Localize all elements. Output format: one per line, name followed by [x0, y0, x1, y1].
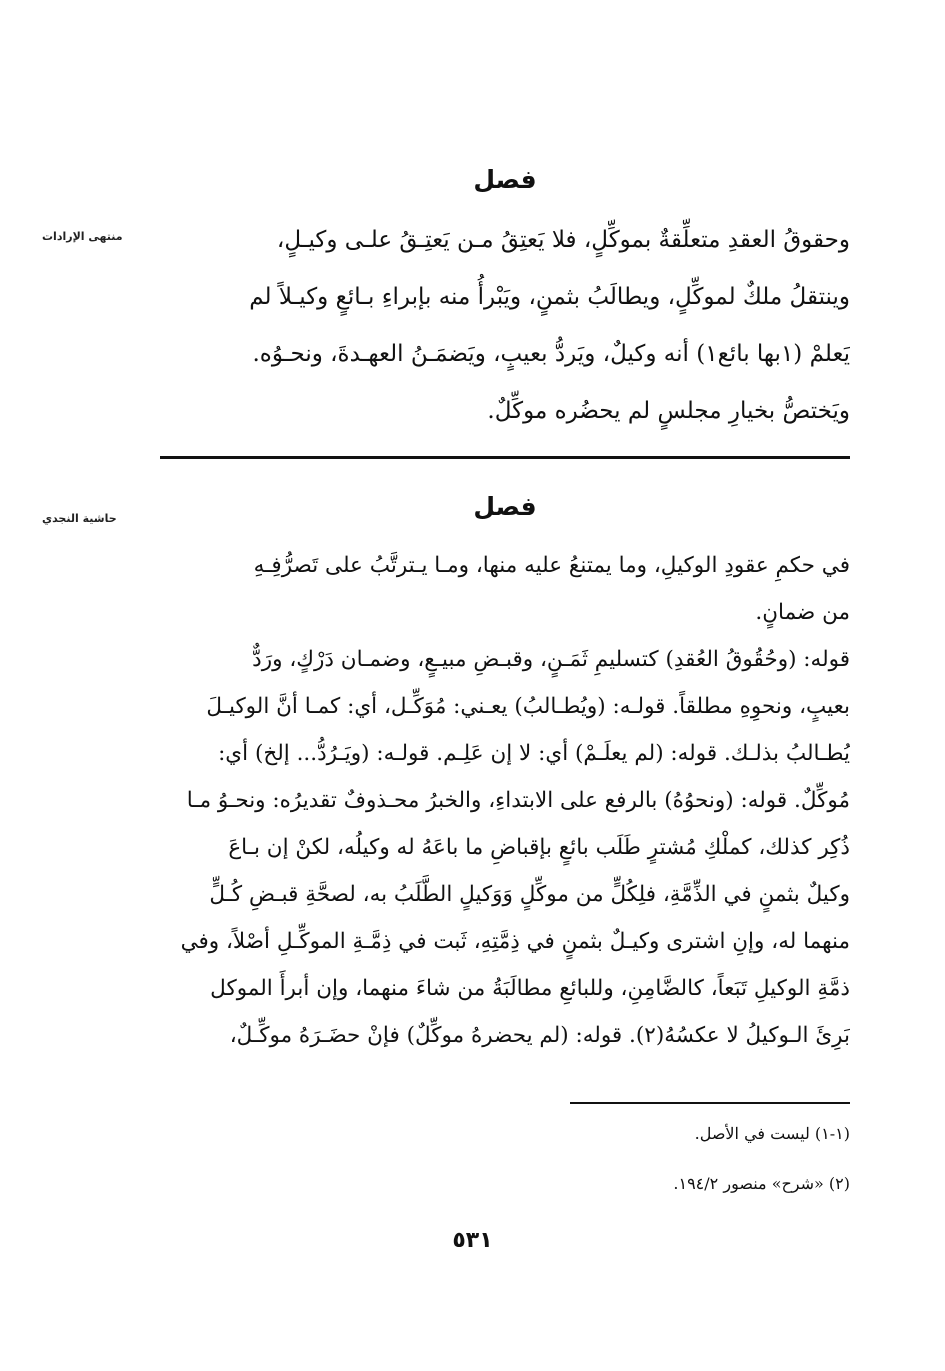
- section-heading-top: فصل: [473, 165, 537, 194]
- hashiya-line: ذُكِر كذلك، كملْكِ مُشترٍ طَلَب بائعٍ بإقباضِ ما باعَهُ له وكيلُه، لكنْ إن بـاعَ: [228, 835, 850, 860]
- section-heading-bottom: فصل: [473, 492, 537, 521]
- section-divider: [160, 456, 850, 459]
- side-label-top: منتهى الإرادات: [42, 230, 123, 243]
- footnote-1: (١-١) ليست في الأصل.: [694, 1124, 850, 1143]
- hashiya-line: مُوكِّلٌ. قوله: (ونحوُهُ) بالرفع على الابتداءِ، والخبرُ محـذوفٌ تقديرُه: ونحـوُ مـا: [186, 788, 850, 813]
- hashiya-line: بَرِئَ الـوكيلُ لا عكسُهُ(٢). قوله: (لم يحضرهُ موكِّلٌ) فإنْ حضَـرَهُ موكِّـلٌ،: [229, 1023, 850, 1048]
- matn-text-block: [160, 212, 850, 440]
- matn-line: يَعلمْ (١بها بائع١) أنه وكيلٌ، ويَردُّ بعيبٍ، ويَضمَـنُ العهـدةَ، ونحـوُه.: [252, 341, 850, 367]
- matn-line: وحقوقُ العقدِ متعلِّقةٌ بموكِّلٍ، فلا يَعتِقُ مـن يَعتِـقُ علـى وكيـلٍ،: [276, 227, 850, 253]
- side-label-bottom: حاشية النجدي: [42, 512, 117, 525]
- hashiya-line: وكيلٌ بثمنٍ في الذِّمَّةِ، فلِكُلٍّ من موكِّلٍ وَوَكيلٍ الطَّلَبُ به، لصحَّةِ قبـضِ كُـلٍّ: [209, 882, 850, 907]
- hashiya-line: من ضمانٍ.: [755, 600, 850, 625]
- hashiya-text-block: [160, 542, 850, 1059]
- footnote-divider: [570, 1102, 850, 1104]
- page-number: ٥٣١: [452, 1228, 493, 1253]
- hashiya-line: قوله: (وحُقُوقُ العُقدِ) كتسليمِ ثَمَـنٍ، وقبـضِ مبيـعٍ، وضمـان دَرْكٍ، ورَدٌّ: [252, 647, 850, 672]
- hashiya-line: يُطـالبُ بذلـك. قوله: (لم يعلَـمْ) أي: لا إن عَلِـم. قولـه: (ويَـرُدُّ... إلخ) أي:: [218, 741, 850, 766]
- hashiya-line: في حكمِ عقودِ الوكيلِ، وما يمتنعُ عليه منها، ومـا يـترتَّبُ على تَصرُّفِـهِ: [253, 553, 850, 578]
- hashiya-line: ذمَّةِ الوكيلِ تَبَعاً، كالضَّامِنِ، وللبائعِ مطالَبَةُ من شاءَ منهما، وإن أبرأَ الموكل: [210, 976, 850, 1001]
- footnote-2: (٢) «شرح» منصور ١٩٤/٢.: [673, 1174, 850, 1193]
- matn-line: وينتقلُ ملكٌ لموكِّلٍ، ويطالَبُ بثمنٍ، ويَبْرأُ منه بإبراءِ بـائعٍ وكيـلاً لم: [249, 284, 850, 310]
- hashiya-line: منهما له، وإنِ اشترى وكيـلٌ بثمنٍ في ذِمَّتِهِ، ثَبت في ذِمَّـةِ الموكِّـلِ أصْلاً، وفي: [180, 929, 850, 954]
- matn-line: ويَختصُّ بخيارِ مجلسٍ لم يحضُره موكِّلٌ.: [487, 398, 850, 424]
- hashiya-line: بعيبٍ، ونحوِهِ مطلقاً. قولـه: (ويُطـالبُ) يعـني: مُوَكِّـل، أي: كمـا أنَّ الوكيـلَ: [206, 694, 850, 719]
